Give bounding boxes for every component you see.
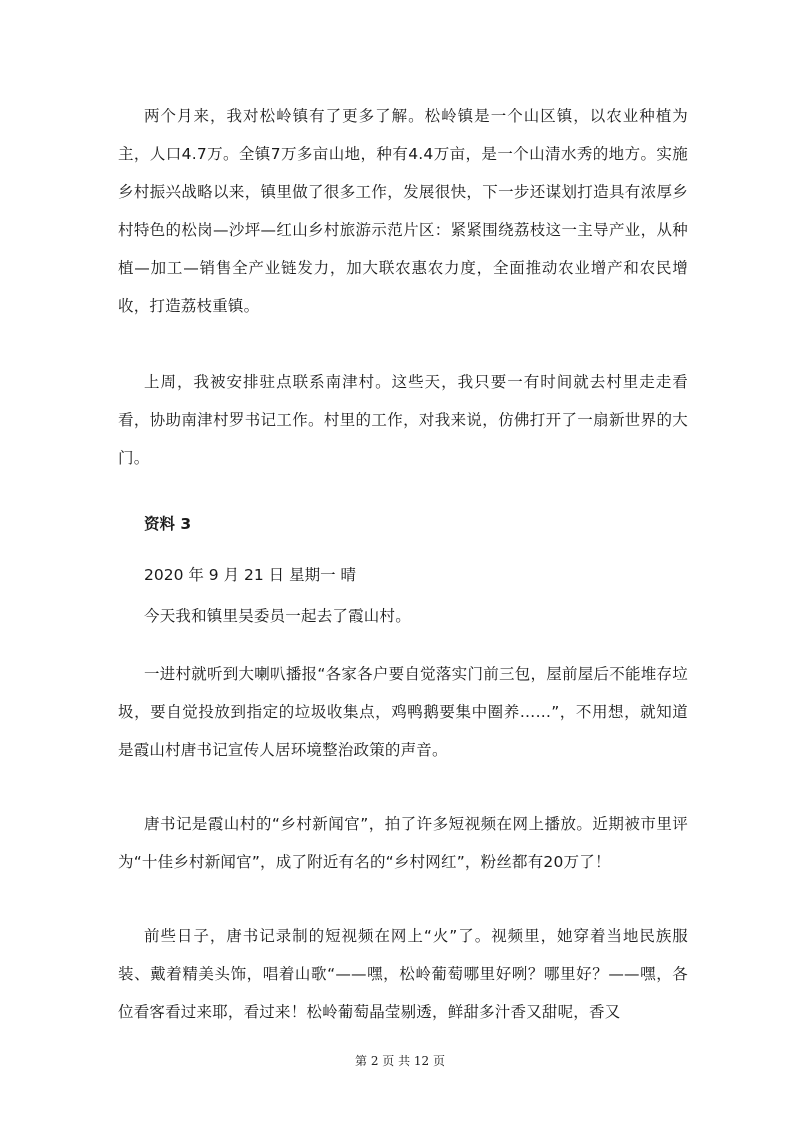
page-footer: 第 2 页 共 12 页 bbox=[355, 1054, 445, 1068]
paragraph-loudspeaker: 一进村就听到大喇叭播报“各家各户要自觉落实门前三包，屋前屋后不能堆存垃圾，要自觉投放到指定的垃圾收集点，鸡鸭鹅要集中圈养……”，不用想，就知道是霞山村唐书记宣传人居环境整治政策的声音。 bbox=[118, 665, 688, 759]
diary-date-line: 2020 年 9 月 21 日 星期一 晴 bbox=[144, 566, 357, 584]
paragraph-news-officer: 唐书记是霞山村的“乡村新闻官”，拍了许多短视频在网上播放。近期被市里评为“十佳乡村新闻官”，成了附近有名的“乡村网红”，粉丝都有20万了！ bbox=[118, 815, 688, 871]
paragraph-short-video: 前些日子，唐书记录制的短视频在网上“火”了。视频里，她穿着当地民族服装、戴着精美头饰，唱着山歌“——嘿，松岭葡萄哪里好咧？哪里好？——嘿，各位看客看过来耶，看过来！松岭葡萄晶莹剔透，鲜甜多汁香又甜呢，香又 bbox=[118, 927, 688, 1021]
paragraph-songling-overview: 两个月来，我对松岭镇有了更多了解。松岭镇是一个山区镇，以农业种植为主，人口4.7万。全镇7万多亩山地，种有4.4万亩，是一个山清水秀的地方。实施乡村振兴战略以来，镇里做了很多工作，发展很快，下一步还谋划打造具有浓厚乡村特色的松岗—沙坪—红山乡村旅游示范片区：紧紧围绕荔枝这一主导产业，从种植—加工—销售全产业链发力，加大联农惠农力度，全面推动农业增产和农民增收，打造荔枝重镇。 bbox=[118, 107, 688, 315]
paragraph-nanjin-village: 上周，我被安排驻点联系南津村。这些天，我只要一有时间就去村里走走看看，协助南津村罗书记工作。村里的工作，对我来说，仿佛打开了一扇新世界的大门。 bbox=[118, 373, 688, 467]
paragraph-visit-xiashan: 今天我和镇里吴委员一起去了霞山村。 bbox=[144, 607, 411, 625]
section-heading: 资料 3 bbox=[144, 515, 192, 533]
